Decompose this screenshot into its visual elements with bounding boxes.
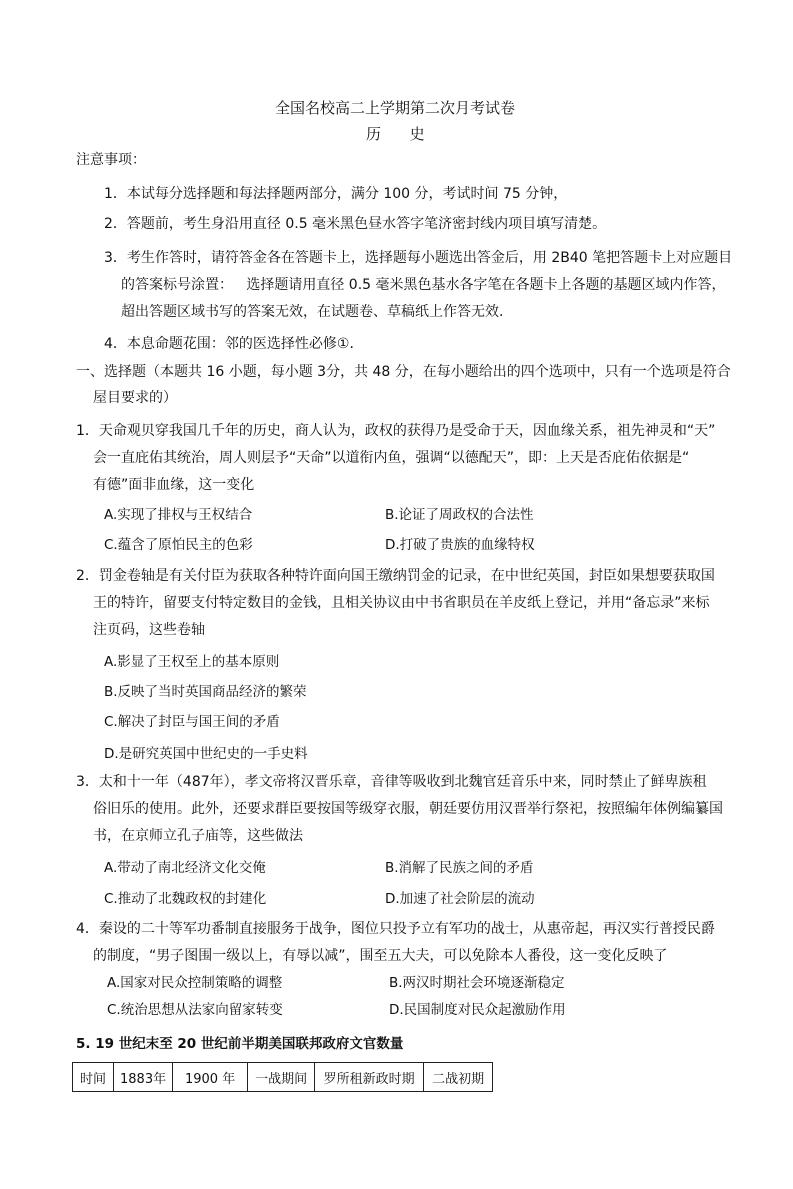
q5-heading: 5. 19 世纪末至 20 世纪前半期美国联邦政府文官数量 xyxy=(76,1036,404,1052)
subject-title: 历 史 xyxy=(366,125,425,143)
q1-option-a[interactable]: A.实现了排权与王权结合 xyxy=(104,507,253,523)
table-header-cell: 1883年 xyxy=(114,1063,173,1092)
table-header-cell: 1900 年 xyxy=(173,1063,248,1092)
q3-option-b[interactable]: B.消解了民族之间的矛盾 xyxy=(385,860,534,876)
notice-item-2: 2．答题前，考生身沿用直径 0.5 毫米黑色昼水答字笔济密封线内项目填写清楚。 xyxy=(104,216,607,232)
q4-option-a[interactable]: A.国家对民众控制策略的调整 xyxy=(107,975,283,991)
q3-stem-line-2: 俗旧乐的使用。此外，还要求群臣要按国等级穿衣服，朝廷要仿用汉晋举行祭祀，按照编年体例编纂国 xyxy=(93,801,723,817)
notice-item-3-cont-1: 的答案标号涂置： 选择题请用直径 0.5 毫米黑色基水各字笔在各题卡上各题的基题区域内作答， xyxy=(121,277,726,293)
q4-stem-line-2: 的制度，“男子图围一级以上，有辱以减”，围至五大夫，可以免除本人番役，这一变化反映了 xyxy=(93,948,668,964)
table-header-cell: 一战期间 xyxy=(248,1063,315,1092)
q4-option-d[interactable]: D.民国制度对民众起激励作用 xyxy=(389,1002,566,1018)
q5-table xyxy=(72,1062,493,1092)
q2-stem-line-3: 注页码，这些卷轴 xyxy=(93,622,205,638)
q2-stem-line-2: 王的特许，留要支付特定数目的金钱，且相关协议由中书省职员在羊皮纸上登记，并用“备忘录”来标 xyxy=(93,595,710,611)
q1-option-d[interactable]: D.打破了贵族的血缘特权 xyxy=(385,537,535,553)
q1-stem-line-2: 会一直庇佑其统治，周人则层予“天命”以道衔内鱼，强调“以德配天”，即：上天是否庇佑依据是“ xyxy=(93,450,690,466)
q4-stem-line-1: 4．秦设的二十等军功番制直接服务于战争，图位只投予立有军功的战士，从惠帝起，再汉实行普授民爵 xyxy=(76,921,715,937)
q1-stem-line-1: 1．天命观贝穿我国几千年的历史，商人认为，政权的获得乃是受命于天，因血缘关系，祖先神灵和“天” xyxy=(76,423,716,439)
table-header-cell: 罗所租新政时期 xyxy=(315,1063,424,1092)
q1-option-b[interactable]: B.论证了周政权的合法性 xyxy=(385,507,534,523)
notice-item-4: 4．本息命题花围：邻的医选择性必修①． xyxy=(104,336,364,352)
q1-option-c[interactable]: C.蕴含了原怕民主的色彩 xyxy=(104,537,253,553)
q3-option-c[interactable]: C.推动了北魏政权的封建化 xyxy=(104,891,267,907)
section-intro-line-1: 一、选择题（本题共 16 小题，每小题 3分，共 48 分，在每小题给出的四个选项中，只有一个选项是符合 xyxy=(76,364,731,380)
q4-option-b[interactable]: B.两汉时期社会环境逐渐稳定 xyxy=(389,975,565,991)
q2-stem-line-1: 2．罚金卷轴是有关付臣为获取各种特许面向国王缴纳罚金的记录，在中世纪英国，封臣如果想要获取国 xyxy=(76,568,715,584)
q3-option-a[interactable]: A.带动了南北经济文化交俺 xyxy=(104,860,266,876)
q3-option-d[interactable]: D.加速了社会阶层的流动 xyxy=(385,891,535,907)
q2-option-d[interactable]: D.是研究英国中世纪史的一手史料 xyxy=(104,746,308,762)
q1-stem-line-3: 有德”面非血缘，这一变化 xyxy=(93,477,255,493)
q3-stem-line-1: 3．太和十一年（487年），孝文帝将汉晋乐章，音律等吸收到北魏官廷音乐中来，同时禁止了鲜卑族租 xyxy=(76,774,707,790)
q4-option-c[interactable]: C.统治思想从法家向留家转变 xyxy=(107,1002,283,1018)
table-header-cell: 二战初期 xyxy=(424,1063,493,1092)
table-header-cell: 时间 xyxy=(73,1063,114,1092)
q2-option-a[interactable]: A.影显了王权至上的基本原则 xyxy=(104,654,280,670)
q2-option-b[interactable]: B.反映了当时英国商品经济的繁荣 xyxy=(104,684,307,700)
q2-option-c[interactable]: C.解决了封臣与国王间的矛盾 xyxy=(104,714,280,730)
notice-item-3-cont-2: 超出答题区域书写的答案无效，在试题卷、草稿纸上作答无效. xyxy=(121,304,504,320)
notice-item-1: 1．本试每分选择题和每法择题两部分，满分 100 分，考试时间 75 分钟， xyxy=(104,186,568,202)
exam-title: 全国名校高二上学期第二次月考试卷 xyxy=(275,99,516,117)
q3-stem-line-3: 书，在京师立孔子庙等，这些做法 xyxy=(93,828,303,844)
notice-heading: 注意事项： xyxy=(76,152,146,168)
section-intro-line-2: 屋目要求的） xyxy=(93,390,177,406)
table-row xyxy=(73,1063,493,1092)
notice-item-3: 3．考生作答时，请符答金各在答题卡上，选择题每小题选出答金后，用 2B40 笔把答题卡上对应题目 xyxy=(104,250,733,266)
